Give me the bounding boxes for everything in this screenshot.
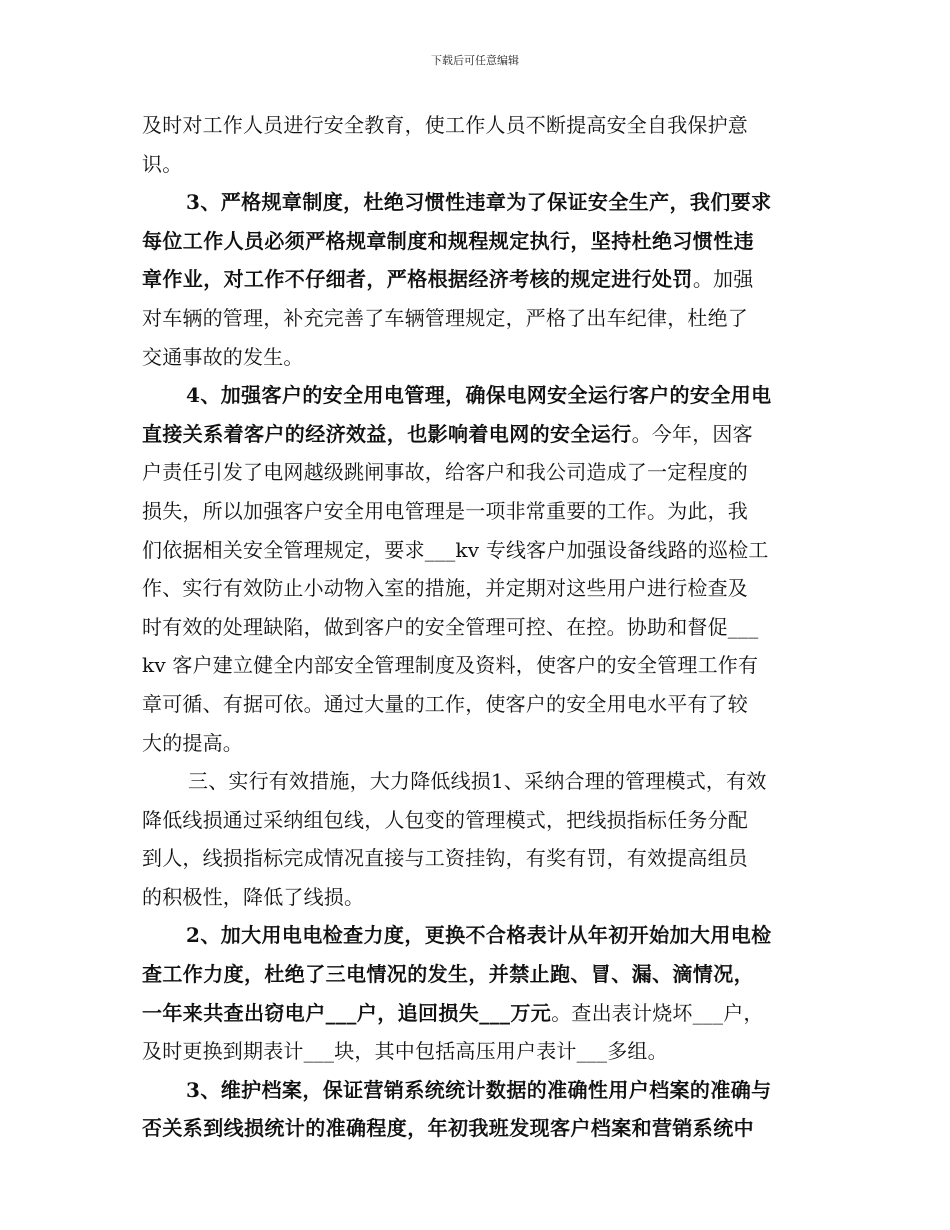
text-line-10: 户责任引发了电网越级跳闸事故，给客户和我公司造成了一定程度的 bbox=[142, 460, 748, 485]
document-body bbox=[142, 106, 810, 1148]
text-line-26: 3、维护档案，保证营销系统统计数据的准确性用户档案的准确与 bbox=[186, 1077, 772, 1102]
text-line-11: 损失，所以加强客户安全用电管理是一项非常重要的工作。为此，我 bbox=[142, 498, 748, 523]
text-line-1: 及时对工作人员进行安全教育，使工作人员不断提高安全自我保护意 bbox=[142, 113, 748, 137]
text-line-7: 交通事故的发生。 bbox=[142, 344, 304, 369]
text-line-3: 3、严格规章制度，杜绝习惯性违章为了保证安全生产，我们要求 bbox=[186, 190, 772, 215]
text-line-27: 否关系到线损统计的准确程度，年初我班发现客户档案和营销系统中 bbox=[142, 1116, 754, 1141]
text-line-6: 对车辆的管理，补充完善了车辆管理规定，严格了出车纪律，杜绝了 bbox=[142, 305, 748, 330]
text-line-2: 识。 bbox=[142, 151, 183, 176]
text-line-19: 降低线损通过采纳组包线，人包变的管理模式，把线损指标任务分配 bbox=[142, 807, 748, 832]
text-line-14: 时有效的处理缺陷，做到客户的安全管理可控、在控。协助和督促___ bbox=[142, 614, 759, 639]
text-line-17: 大的提高。 bbox=[142, 730, 243, 755]
text-line-13: 作、实行有效防止小动物入室的措施，并定期对这些用户进行检查及 bbox=[142, 576, 748, 601]
text-line-12: 们依据相关安全管理规定，要求___kv 专线客户加强设备线路的巡检工 bbox=[142, 537, 769, 562]
text-line-21: 的积极性，降低了线损。 bbox=[142, 884, 365, 909]
header-caption: 下载后可任意编辑 bbox=[431, 54, 519, 67]
page-header bbox=[0, 54, 950, 68]
text-line-16: 章可循、有据可依。通过大量的工作，使客户的安全用电水平有了较 bbox=[142, 691, 748, 716]
text-line-8: 4、加强客户的安全用电管理，确保电网安全运行客户的安全用电 bbox=[186, 383, 772, 408]
text-line-5: 章作业，对工作不仔细者，严格根据经济考核的规定进行处罚。加强 bbox=[142, 267, 754, 292]
text-line-23: 查工作力度，杜绝了三电情况的发生，并禁止跑、冒、漏、滴情况， bbox=[142, 962, 754, 987]
text-line-20: 到人，线损指标完成情况直接与工资挂钩，有奖有罚，有效提高组员 bbox=[142, 846, 748, 871]
text-line-22: 2、加大用电电检查力度，更换不合格表计从年初开始加大用电检 bbox=[186, 923, 772, 948]
text-line-9: 直接关系着客户的经济效益，也影响着电网的安全运行。今年，因客 bbox=[142, 421, 753, 446]
text-line-24: 一年来共查出窃电户___户，追回损失___万元。查出表计烧坏___户， bbox=[142, 1000, 764, 1025]
text-line-18: 三、实行有效措施，大力降低线损1、采纳合理的管理模式，有效 bbox=[188, 769, 767, 794]
text-line-4: 每位工作人员必须严格规章制度和规程规定执行，坚持杜绝习惯性违 bbox=[142, 228, 754, 253]
text-line-15: kv 客户建立健全内部安全管理制度及资料，使客户的安全管理工作有 bbox=[142, 653, 759, 678]
text-line-25: 及时更换到期表计___块，其中包括高压用户表计___多组。 bbox=[142, 1039, 668, 1064]
